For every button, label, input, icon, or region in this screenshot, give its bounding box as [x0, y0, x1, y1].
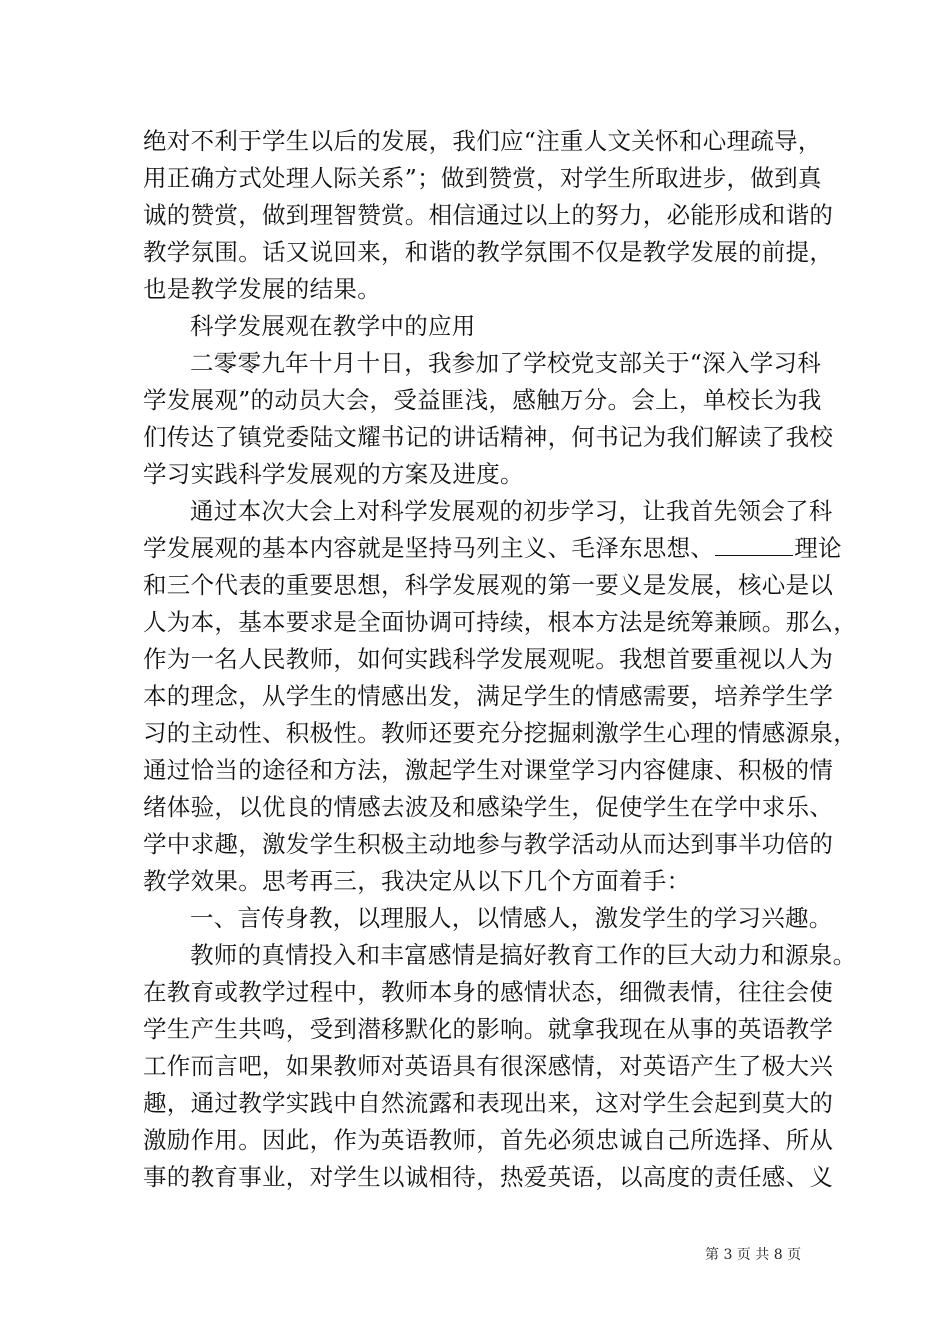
body-line: 学中求趣，激发学生积极主动地参与教学活动从而达到事半功倍的	[143, 830, 834, 858]
body-line: 在教育或教学过程中，教师本身的感情状态，细微表情，往往会使	[143, 978, 834, 1006]
body-line: 二零零九年十月十日，我参加了学校党支部关于“深入学习科	[190, 349, 822, 377]
body-line: 教师的真情投入和丰富感情是搞好教育工作的巨大动力和源泉。	[190, 941, 857, 969]
page-number: 第 3 页 共 8 页	[705, 1247, 802, 1263]
body-line: 教学效果。思考再三，我决定从以下几个方面着手：	[143, 867, 691, 895]
body-line: 人为本，基本要求是全面协调可持续，根本方法是统筹兼顾。那么，	[143, 608, 857, 636]
body-line: 学生产生共鸣，受到潜移默化的影响。就拿我现在从事的英语教学	[143, 1015, 834, 1043]
body-line: 学发展观”的动员大会，受益匪浅，感触万分。会上，单校长为我	[143, 386, 822, 414]
body-line-segment: 理论	[794, 534, 842, 562]
body-line: 趣，通过教学实践中自然流露和表现出来，这对学生会起到莫大的	[143, 1089, 834, 1117]
section-title: 科学发展观在教学中的应用	[190, 312, 476, 340]
body-line-segment: 学发展观的基本内容就是坚持马列主义、毛泽东思想、	[143, 534, 715, 562]
body-line: 教学氛围。话又说回来，和谐的教学氛围不仅是教学发展的前提，	[143, 238, 834, 266]
body-line: 绝对不利于学生以后的发展，我们应“注重人文关怀和心理疏导，	[143, 127, 822, 155]
body-line: 作为一名人民教师，如何实践科学发展观呢。我想首要重视以人为	[143, 645, 834, 673]
body-line: 习的主动性、积极性。教师还要充分挖掘刺激学生心理的情感源泉，	[143, 719, 857, 747]
body-line-with-blank	[143, 533, 842, 563]
body-line: 事的教育事业，对学生以诚相待，热爱英语，以高度的责任感、义	[143, 1163, 834, 1191]
body-line: 诚的赞赏，做到理智赞赏。相信通过以上的努力，必能形成和谐的	[143, 201, 834, 229]
body-line: 通过本次大会上对科学发展观的初步学习，让我首先领会了科	[190, 497, 833, 525]
body-line: 也是教学发展的结果。	[143, 275, 381, 303]
body-line: 激励作用。因此，作为英语教师，首先必须忠诚自己所选择、所从	[143, 1126, 834, 1154]
fill-in-blank	[715, 537, 793, 556]
body-line: 通过恰当的途径和方法，激起学生对课堂学习内容健康、积极的情	[143, 756, 834, 784]
body-line: 绪体验，以优良的情感去波及和感染学生，促使学生在学中求乐、	[143, 793, 834, 821]
body-line: 用正确方式处理人际关系”；做到赞赏，对学生所取进步，做到真	[143, 164, 822, 192]
body-line: 们传达了镇党委陆文耀书记的讲话精神，何书记为我们解读了我校	[143, 423, 834, 451]
body-line: 学习实践科学发展观的方案及进度。	[143, 460, 524, 488]
body-line: 工作而言吧，如果教师对英语具有很深感情，对英语产生了极大兴	[143, 1052, 834, 1080]
body-line: 和三个代表的重要思想，科学发展观的第一要义是发展，核心是以	[143, 571, 834, 599]
body-line: 本的理念，从学生的情感出发，满足学生的情感需要，培养学生学	[143, 682, 834, 710]
section-heading: 一、言传身教，以理服人，以情感人，激发学生的学习兴趣。	[190, 904, 833, 932]
